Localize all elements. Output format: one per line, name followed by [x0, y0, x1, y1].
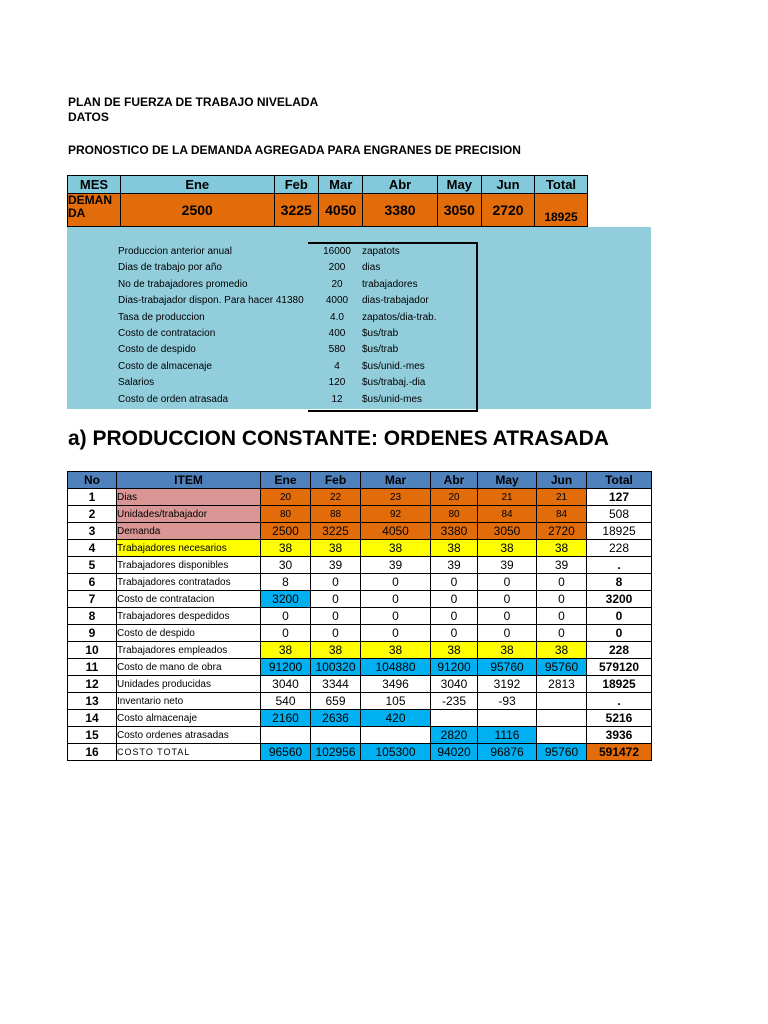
row-number: 6 [68, 574, 117, 591]
section-title: a) PRODUCCION CONSTANTE: ORDENES ATRASADA [68, 427, 609, 450]
cell-mar: 3496 [361, 676, 431, 693]
plan-title: PLAN DE FUERZA DE TRABAJO NIVELADA [68, 95, 319, 109]
datos-value: 400 [328, 328, 346, 339]
table-row [68, 506, 652, 523]
datos-value: 20 [331, 278, 343, 290]
cell-mar: 38 [361, 540, 431, 557]
header-ene: Ene [261, 472, 311, 489]
datos-label: No de trabajadores promedio [118, 278, 248, 290]
datos-title: DATOS [68, 110, 109, 124]
table-row [68, 710, 652, 727]
demand-header-total: Total [535, 176, 588, 194]
row-item-label: Costo ordenes atrasadas [117, 727, 261, 744]
demand-feb: 3225 [274, 194, 318, 227]
row-number: 5 [68, 557, 117, 574]
cell-ene: 2160 [261, 710, 311, 727]
cell-total: 18925 [587, 523, 652, 540]
row-item-label: Unidades producidas [117, 676, 261, 693]
table-row [68, 676, 652, 693]
cell-abr: 0 [431, 608, 478, 625]
row-item-label: Trabajadores necesarios [117, 540, 261, 557]
cell-may: 96876 [478, 744, 537, 761]
cell-mar: 38 [361, 642, 431, 659]
row-item-label: Costo de contratacion [117, 591, 261, 608]
table-row [68, 574, 652, 591]
cell-jun: 84 [537, 506, 587, 523]
demand-abr: 3380 [363, 194, 437, 227]
datos-label: Costo de orden atrasada [118, 393, 229, 405]
cell-feb: 102956 [311, 744, 361, 761]
table-row [68, 693, 652, 710]
cell-may: 3050 [478, 523, 537, 540]
cell-feb: 3344 [311, 676, 361, 693]
datos-unit: $us/trabaj.-dia [362, 377, 426, 389]
cell-mar: 105 [361, 693, 431, 710]
row-item-label: Trabajadores despedidos [117, 608, 261, 625]
cell-feb: 0 [311, 574, 361, 591]
row-number: 16 [68, 744, 117, 761]
header-mar: Mar [361, 472, 431, 489]
table-row [68, 625, 652, 642]
cell-ene: 3040 [261, 676, 311, 693]
row-number: 1 [68, 489, 117, 506]
cell-total: 508 [587, 506, 652, 523]
cell-ene: 2500 [261, 523, 311, 540]
table-row [68, 642, 652, 659]
cell-feb: 88 [311, 506, 361, 523]
table-row [68, 659, 652, 676]
row-item-label: Costo de despido [117, 625, 261, 642]
cell-abr: 38 [431, 540, 478, 557]
cell-abr: 38 [431, 642, 478, 659]
row-number: 13 [68, 693, 117, 710]
cell-mar: 0 [361, 608, 431, 625]
cell-ene: 30 [261, 557, 311, 574]
cell-may: 0 [478, 591, 537, 608]
row-item-label: COSTO TOTAL [117, 744, 261, 761]
table-row [68, 523, 652, 540]
cell-abr: 39 [431, 557, 478, 574]
cell-mar [361, 727, 431, 744]
row-item-label: Unidades/trabajador [117, 506, 261, 523]
cell-total: . [587, 693, 652, 710]
datos-unit: zapatos/dia-trab. [362, 311, 437, 323]
cell-total: 5216 [587, 710, 652, 727]
cell-jun: 2720 [537, 523, 587, 540]
cell-ene: 96560 [261, 744, 311, 761]
row-item-label: Demanda [117, 523, 261, 540]
datos-unit: $us/unid-mes [362, 393, 423, 405]
cell-ene: 0 [261, 625, 311, 642]
cell-may: 21 [478, 489, 537, 506]
cell-may: 1116 [478, 727, 537, 744]
datos-value: 120 [328, 377, 346, 389]
header-no: No [68, 472, 117, 489]
cell-feb: 38 [311, 642, 361, 659]
row-number: 10 [68, 642, 117, 659]
datos-label: Tasa de produccion [118, 311, 205, 323]
datos-label: Costo de contratacion [118, 328, 216, 339]
cell-feb: 659 [311, 693, 361, 710]
cell-may: 95760 [478, 659, 537, 676]
cell-may: 0 [478, 574, 537, 591]
cell-feb: 0 [311, 591, 361, 608]
cell-jun [537, 693, 587, 710]
demand-header-mar: Mar [318, 176, 362, 194]
table-row [68, 744, 652, 761]
datos-label: Salarios [118, 377, 155, 389]
cell-ene: 38 [261, 642, 311, 659]
demand-jun: 2720 [482, 194, 535, 227]
table-row [68, 540, 652, 557]
cell-jun: 0 [537, 608, 587, 625]
cell-total: . [587, 557, 652, 574]
cell-total: 8 [587, 574, 652, 591]
forecast-title: PRONOSTICO DE LA DEMANDA AGREGADA PARA ENGRANES DE PRECISION [68, 143, 521, 157]
cell-jun: 21 [537, 489, 587, 506]
cell-total: 0 [587, 625, 652, 642]
datos-label: Costo de almacenaje [118, 360, 212, 372]
row-item-label: Costo de mano de obra [117, 659, 261, 676]
header-total: Total [587, 472, 652, 489]
row-number: 3 [68, 523, 117, 540]
cell-feb: 3225 [311, 523, 361, 540]
cell-mar: 92 [361, 506, 431, 523]
cell-abr: 3380 [431, 523, 478, 540]
cell-ene: 91200 [261, 659, 311, 676]
row-number: 14 [68, 710, 117, 727]
cell-feb: 38 [311, 540, 361, 557]
cell-jun: 95760 [537, 659, 587, 676]
cell-ene: 20 [261, 489, 311, 506]
cell-abr: 0 [431, 625, 478, 642]
cell-ene: 540 [261, 693, 311, 710]
datos-label: Dias de trabajo por año [118, 262, 222, 274]
cell-ene: 0 [261, 608, 311, 625]
cell-jun: 39 [537, 557, 587, 574]
datos-unit: $us/trab [362, 328, 399, 339]
header-jun: Jun [537, 472, 587, 489]
cell-total: 0 [587, 608, 652, 625]
datos-value: 4000 [325, 295, 349, 307]
row-item-label: Trabajadores contratados [117, 574, 261, 591]
row-number: 9 [68, 625, 117, 642]
cell-may: 0 [478, 625, 537, 642]
cell-ene [261, 727, 311, 744]
row-number: 4 [68, 540, 117, 557]
header-abr: Abr [431, 472, 478, 489]
demand-header-jun: Jun [482, 176, 535, 194]
cell-mar: 0 [361, 574, 431, 591]
datos-unit: $us/trab [362, 344, 399, 356]
datos-label: Dias-trabajador dispon. Para hacer 41380 [118, 295, 304, 307]
cell-abr [431, 710, 478, 727]
table-row [68, 489, 652, 506]
cell-abr: 0 [431, 574, 478, 591]
cell-may: 0 [478, 608, 537, 625]
header-item: ITEM [117, 472, 261, 489]
cell-may: 3192 [478, 676, 537, 693]
demand-header-may: May [437, 176, 481, 194]
cell-feb: 0 [311, 625, 361, 642]
table-row [68, 608, 652, 625]
cell-may: 38 [478, 540, 537, 557]
row-number: 11 [68, 659, 117, 676]
cell-total: 579120 [587, 659, 652, 676]
cell-feb: 22 [311, 489, 361, 506]
cell-mar: 4050 [361, 523, 431, 540]
demand-ene: 2500 [120, 194, 274, 227]
row-item-label: Trabajadores empleados [117, 642, 261, 659]
cell-abr: 3040 [431, 676, 478, 693]
row-number: 2 [68, 506, 117, 523]
cell-feb: 39 [311, 557, 361, 574]
cell-abr: 80 [431, 506, 478, 523]
cell-feb: 2636 [311, 710, 361, 727]
cell-mar: 104880 [361, 659, 431, 676]
cell-total: 228 [587, 540, 652, 557]
row-item-label: Dias [117, 489, 261, 506]
demand-mar: 4050 [318, 194, 362, 227]
cell-jun [537, 710, 587, 727]
datos-value: 200 [328, 262, 346, 274]
row-item-label: Inventario neto [117, 693, 261, 710]
cell-jun: 95760 [537, 744, 587, 761]
table-row [68, 727, 652, 744]
cell-total: 18925 [587, 676, 652, 693]
demand-header-abr: Abr [363, 176, 437, 194]
table-row [68, 591, 652, 608]
row-number: 15 [68, 727, 117, 744]
row-number: 8 [68, 608, 117, 625]
cell-mar: 39 [361, 557, 431, 574]
datos-unit: dias [362, 262, 381, 274]
cell-ene: 38 [261, 540, 311, 557]
cell-abr: 91200 [431, 659, 478, 676]
datos-value: 4 [334, 360, 340, 372]
cell-abr: 20 [431, 489, 478, 506]
cell-total: 228 [587, 642, 652, 659]
cell-jun: 38 [537, 642, 587, 659]
cell-jun [537, 727, 587, 744]
row-item-label: Trabajadores disponibles [117, 557, 261, 574]
cell-abr: 0 [431, 591, 478, 608]
cell-ene: 8 [261, 574, 311, 591]
cell-mar: 23 [361, 489, 431, 506]
cell-may: 38 [478, 642, 537, 659]
cell-feb: 0 [311, 608, 361, 625]
cell-may: -93 [478, 693, 537, 710]
cell-may [478, 710, 537, 727]
datos-unit: trabajadores [362, 278, 418, 290]
cell-total: 3936 [587, 727, 652, 744]
demand-row-label: DEMANDA [68, 194, 121, 227]
datos-label: Costo de despido [118, 344, 196, 356]
demand-table [67, 175, 588, 227]
row-number: 12 [68, 676, 117, 693]
header-may: May [478, 472, 537, 489]
cell-total: 3200 [587, 591, 652, 608]
row-number: 7 [68, 591, 117, 608]
cell-jun: 38 [537, 540, 587, 557]
cell-mar: 0 [361, 625, 431, 642]
cell-may: 39 [478, 557, 537, 574]
demand-total: 18925 [535, 194, 588, 227]
production-table [67, 471, 652, 761]
demand-header-mes: MES [68, 176, 121, 194]
cell-may: 84 [478, 506, 537, 523]
cell-ene: 3200 [261, 591, 311, 608]
cell-jun: 0 [537, 574, 587, 591]
datos-label: Produccion anterior anual [118, 246, 232, 257]
header-feb: Feb [311, 472, 361, 489]
cell-total: 591472 [587, 744, 652, 761]
demand-may: 3050 [437, 194, 481, 227]
datos-value: 4.0 [330, 311, 344, 323]
cell-abr: 94020 [431, 744, 478, 761]
demand-header-ene: Ene [120, 176, 274, 194]
datos-value: 16000 [323, 246, 351, 257]
cell-jun: 0 [537, 591, 587, 608]
datos-unit: dias-trabajador [362, 295, 429, 307]
table-row [68, 557, 652, 574]
cell-jun: 2813 [537, 676, 587, 693]
cell-feb [311, 727, 361, 744]
cell-feb: 100320 [311, 659, 361, 676]
demand-header-feb: Feb [274, 176, 318, 194]
cell-abr: 2820 [431, 727, 478, 744]
cell-total: 127 [587, 489, 652, 506]
datos-unit: $us/unid.-mes [362, 360, 425, 372]
cell-ene: 80 [261, 506, 311, 523]
datos-unit: zapatots [362, 246, 400, 257]
cell-mar: 105300 [361, 744, 431, 761]
row-item-label: Costo almacenaje [117, 710, 261, 727]
cell-mar: 0 [361, 591, 431, 608]
datos-value: 12 [331, 393, 343, 405]
cell-abr: -235 [431, 693, 478, 710]
cell-jun: 0 [537, 625, 587, 642]
datos-value: 580 [328, 344, 346, 356]
cell-mar: 420 [361, 710, 431, 727]
